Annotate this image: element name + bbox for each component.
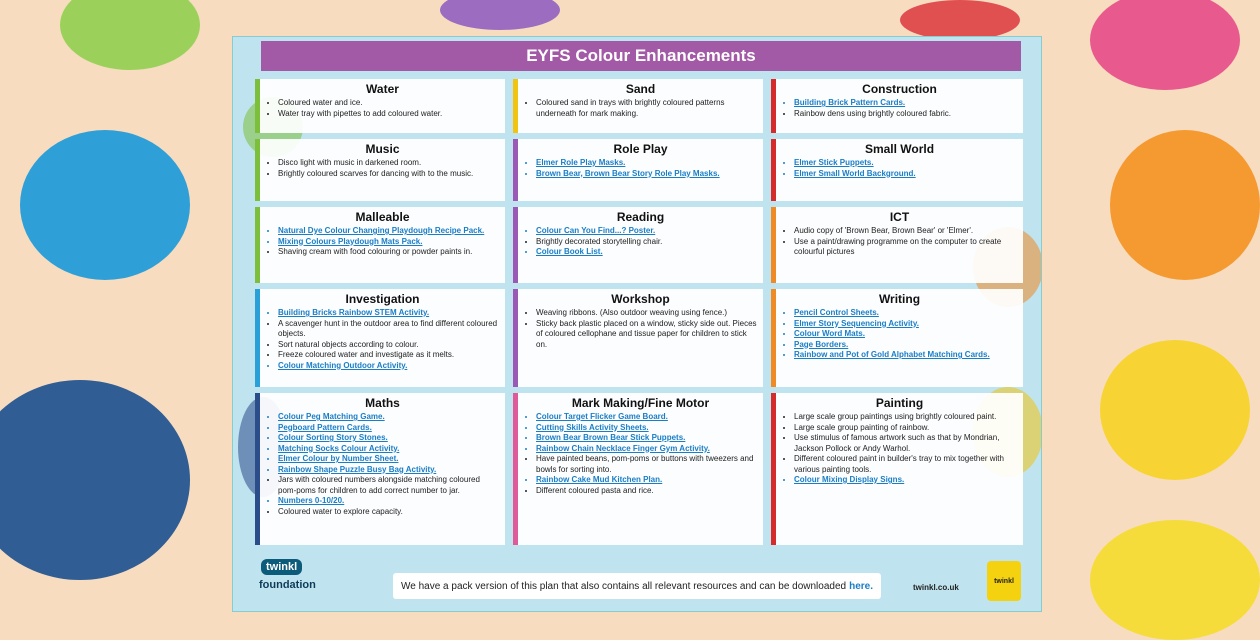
section-mark-making	[513, 393, 763, 545]
section-heading: Role Play	[613, 142, 668, 156]
resource-link[interactable]: • Colour Sorting Story Stones.	[278, 433, 499, 444]
section-heading: Music	[365, 142, 400, 156]
resource-link[interactable]: • Rainbow Chain Necklace Finger Gym Activity.	[536, 444, 757, 455]
resource-link[interactable]: • Pegboard Pattern Cards.	[278, 423, 499, 434]
section-writing	[771, 289, 1023, 387]
list-item: • Coloured water to explore capacity.	[278, 507, 499, 518]
resource-link[interactable]: • Elmer Stick Puppets.	[794, 158, 1017, 169]
section-investigation	[255, 289, 505, 387]
section-construction	[771, 79, 1023, 133]
list-item: • Large scale group painting of rainbow.	[794, 423, 1017, 434]
list-item: • Coloured water and ice.	[278, 98, 499, 109]
resource-link[interactable]: • Colour Word Mats.	[794, 329, 1017, 340]
list-item: • Shaving cream with food colouring or powder paints in.	[278, 247, 499, 258]
section-ict	[771, 207, 1023, 283]
logo-top-text: twinkl	[261, 559, 302, 575]
resource-link[interactable]: • Brown Bear, Brown Bear Story Role Play Masks.	[536, 169, 757, 180]
resource-link[interactable]: • Matching Socks Colour Activity.	[278, 444, 499, 455]
list-item: • A scavenger hunt in the outdoor area to find different coloured objects.	[278, 319, 499, 340]
quality-badge	[987, 561, 1021, 601]
resource-link[interactable]: • Brown Bear Brown Bear Stick Puppets.	[536, 433, 757, 444]
site-url[interactable]: twinkl.co.uk	[913, 583, 959, 592]
logo-bottom-text: foundation	[259, 579, 316, 591]
section-heading: Painting	[875, 396, 924, 410]
list-item: • Sticky back plastic placed on a window, sticky side out. Pieces of coloured cellophane and tissue paper for children to stick on.	[536, 319, 757, 351]
bg-splat-navy	[0, 380, 190, 580]
bg-splat-red	[900, 0, 1020, 40]
resource-link[interactable]: • Mixing Colours Playdough Mats Pack.	[278, 237, 499, 248]
list-item: • Disco light with music in darkened room.	[278, 158, 499, 169]
resource-link[interactable]: • Colour Can You Find...? Poster.	[536, 226, 757, 237]
section-painting	[771, 393, 1023, 545]
section-music	[255, 139, 505, 201]
resource-link[interactable]: • Elmer Role Play Masks.	[536, 158, 757, 169]
bg-splat-blue	[20, 130, 190, 280]
section-sand	[513, 79, 763, 133]
twinkl-foundation-logo	[259, 557, 316, 601]
bg-splat-yellow	[1100, 340, 1250, 480]
bg-splat-green	[60, 0, 200, 70]
section-water	[255, 79, 505, 133]
section-heading: Mark Making/Fine Motor	[571, 396, 710, 410]
resource-link[interactable]: • Rainbow Cake Mud Kitchen Plan.	[536, 475, 757, 486]
section-heading: Sand	[625, 82, 656, 96]
section-small-world	[771, 139, 1023, 201]
section-maths	[255, 393, 505, 545]
resource-link[interactable]: • Pencil Control Sheets.	[794, 308, 1017, 319]
resource-link[interactable]: • Colour Peg Matching Game.	[278, 412, 499, 423]
list-item: • Audio copy of 'Brown Bear, Brown Bear' or 'Elmer'.	[794, 226, 1017, 237]
resource-link[interactable]: • Colour Matching Outdoor Activity.	[278, 361, 499, 372]
section-workshop	[513, 289, 763, 387]
download-text: We have a pack version of this plan that also contains all relevant resources and can be downloaded	[401, 580, 847, 592]
badge-text: twinkl	[994, 577, 1014, 585]
resource-link[interactable]: • Natural Dye Colour Changing Playdough Recipe Pack.	[278, 226, 499, 237]
section-reading	[513, 207, 763, 283]
resource-link[interactable]: • Rainbow and Pot of Gold Alphabet Matching Cards.	[794, 350, 1017, 361]
resource-link[interactable]: • Page Borders.	[794, 340, 1017, 351]
section-heading: Workshop	[611, 292, 670, 306]
download-link[interactable]: here.	[849, 580, 873, 592]
bg-splat-purple	[440, 0, 560, 30]
list-item: • Coloured sand in trays with brightly coloured patterns underneath for mark making.	[536, 98, 757, 119]
section-role-play	[513, 139, 763, 201]
resource-link[interactable]: • Cutting Skills Activity Sheets.	[536, 423, 757, 434]
resource-link[interactable]: • Colour Book List.	[536, 247, 757, 258]
list-item: • Have painted beans, pom-poms or buttons with tweezers and bowls for sorting into.	[536, 454, 757, 475]
section-heading: Construction	[862, 82, 937, 96]
section-heading: Reading	[616, 210, 665, 224]
section-heading: Writing	[878, 292, 921, 306]
section-heading: Water	[366, 82, 399, 96]
download-banner	[393, 573, 881, 599]
bg-splat-pink	[1090, 0, 1240, 90]
resource-link[interactable]: • Numbers 0-10/20.	[278, 496, 499, 507]
list-item: • Rainbow dens using brightly coloured fabric.	[794, 109, 1017, 120]
list-item: • Use stimulus of famous artwork such as that by Mondrian, Jackson Pollock or Andy Warhol.	[794, 433, 1017, 454]
resource-link[interactable]: • Elmer Colour by Number Sheet.	[278, 454, 499, 465]
section-heading: Maths	[365, 396, 400, 410]
list-item: • Different coloured paint in builder's tray to mix together with various painting tools.	[794, 454, 1017, 475]
resource-link[interactable]: • Colour Target Flicker Game Board.	[536, 412, 757, 423]
list-item: • Freeze coloured water and investigate as it melts.	[278, 350, 499, 361]
section-malleable	[255, 207, 505, 283]
list-item: • Sort natural objects according to colour.	[278, 340, 499, 351]
list-item: • Brightly coloured scarves for dancing with to the music.	[278, 169, 499, 180]
resource-link[interactable]: • Elmer Story Sequencing Activity.	[794, 319, 1017, 330]
list-item: • Use a paint/drawing programme on the computer to create colourful pictures	[794, 237, 1017, 258]
page-title: EYFS Colour Enhancements	[261, 41, 1021, 71]
list-item: • Jars with coloured numbers alongside matching coloured pom-poms for children to add correct number to jar.	[278, 475, 499, 496]
resource-link[interactable]: • Colour Mixing Display Signs.	[794, 475, 1017, 486]
poster	[232, 36, 1042, 612]
list-item: • Water tray with pipettes to add coloured water.	[278, 109, 499, 120]
bg-splat-yellow-2	[1090, 520, 1260, 640]
resource-link[interactable]: • Building Bricks Rainbow STEM Activity.	[278, 308, 499, 319]
list-item: • Brightly decorated storytelling chair.	[536, 237, 757, 248]
section-heading: ICT	[889, 210, 910, 224]
section-heading: Malleable	[355, 210, 410, 224]
resource-link[interactable]: • Building Brick Pattern Cards.	[794, 98, 1017, 109]
section-heading: Investigation	[345, 292, 420, 306]
list-item: • Large scale group paintings using brightly coloured paint.	[794, 412, 1017, 423]
list-item: • Weaving ribbons. (Also outdoor weaving using fence.)	[536, 308, 757, 319]
bg-splat-orange	[1110, 130, 1260, 280]
list-item: • Different coloured pasta and rice.	[536, 486, 757, 497]
resource-link[interactable]: • Rainbow Shape Puzzle Busy Bag Activity.	[278, 465, 499, 476]
section-heading: Small World	[864, 142, 935, 156]
resource-link[interactable]: • Elmer Small World Background.	[794, 169, 1017, 180]
